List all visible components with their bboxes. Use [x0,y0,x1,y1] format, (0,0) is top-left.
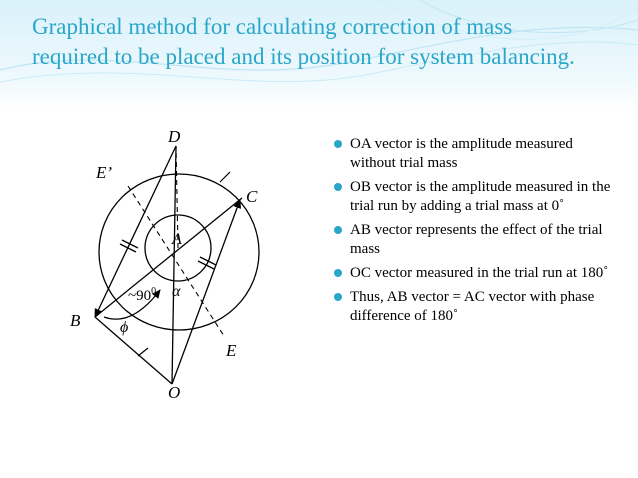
label-O: O [168,383,181,400]
bullet-text: OC vector measured in the trial run at 180˚ [350,265,609,281]
bullet-dot-icon [334,140,342,148]
tick-mark-5 [220,172,230,182]
slide-title: Graphical method for calculating correction of mass required to be placed and its position for system balancing. [32,14,575,69]
label-C: C [246,187,258,206]
bullet-list [332,135,622,331]
line-OD [172,146,176,384]
bullet-text: OA vector is the amplitude measured without trial mass [350,136,573,171]
label-E-prime: E’ [96,163,113,182]
outer-circle [99,174,259,330]
bullet-item [332,135,622,173]
label-E: E [226,341,237,360]
bullet-item [332,221,622,259]
label-B: B [70,311,81,330]
bullet-item [332,178,622,216]
label-angle-value: ~90 [128,288,152,304]
dashed-line-EprimeE [128,186,224,336]
balancing-vector-diagram [32,122,300,400]
label-D: D [168,127,181,146]
bullet-dot-icon [334,269,342,277]
bullet-dot-icon [334,226,342,234]
bullet-text: AB vector represents the effect of the trial mass [350,222,603,257]
label-angle-superscript: 0 [151,286,157,297]
bullet-text: Thus, AB vector = AC vector with phase difference of 180˚ [350,289,595,324]
label-angle [128,286,156,304]
label-A: A [172,231,182,248]
bullet-text: OB vector is the amplitude measured in the trial run by adding a trial mass at 0˚ [350,179,611,214]
bullet-dot-icon [334,183,342,191]
label-phi: ϕ [120,319,129,336]
label-alpha: α [172,283,181,300]
tick-mark-6 [138,348,148,356]
bullet-dot-icon [334,293,342,301]
bullet-item [332,264,622,283]
line-OB [95,317,172,384]
bullet-item [332,288,622,326]
